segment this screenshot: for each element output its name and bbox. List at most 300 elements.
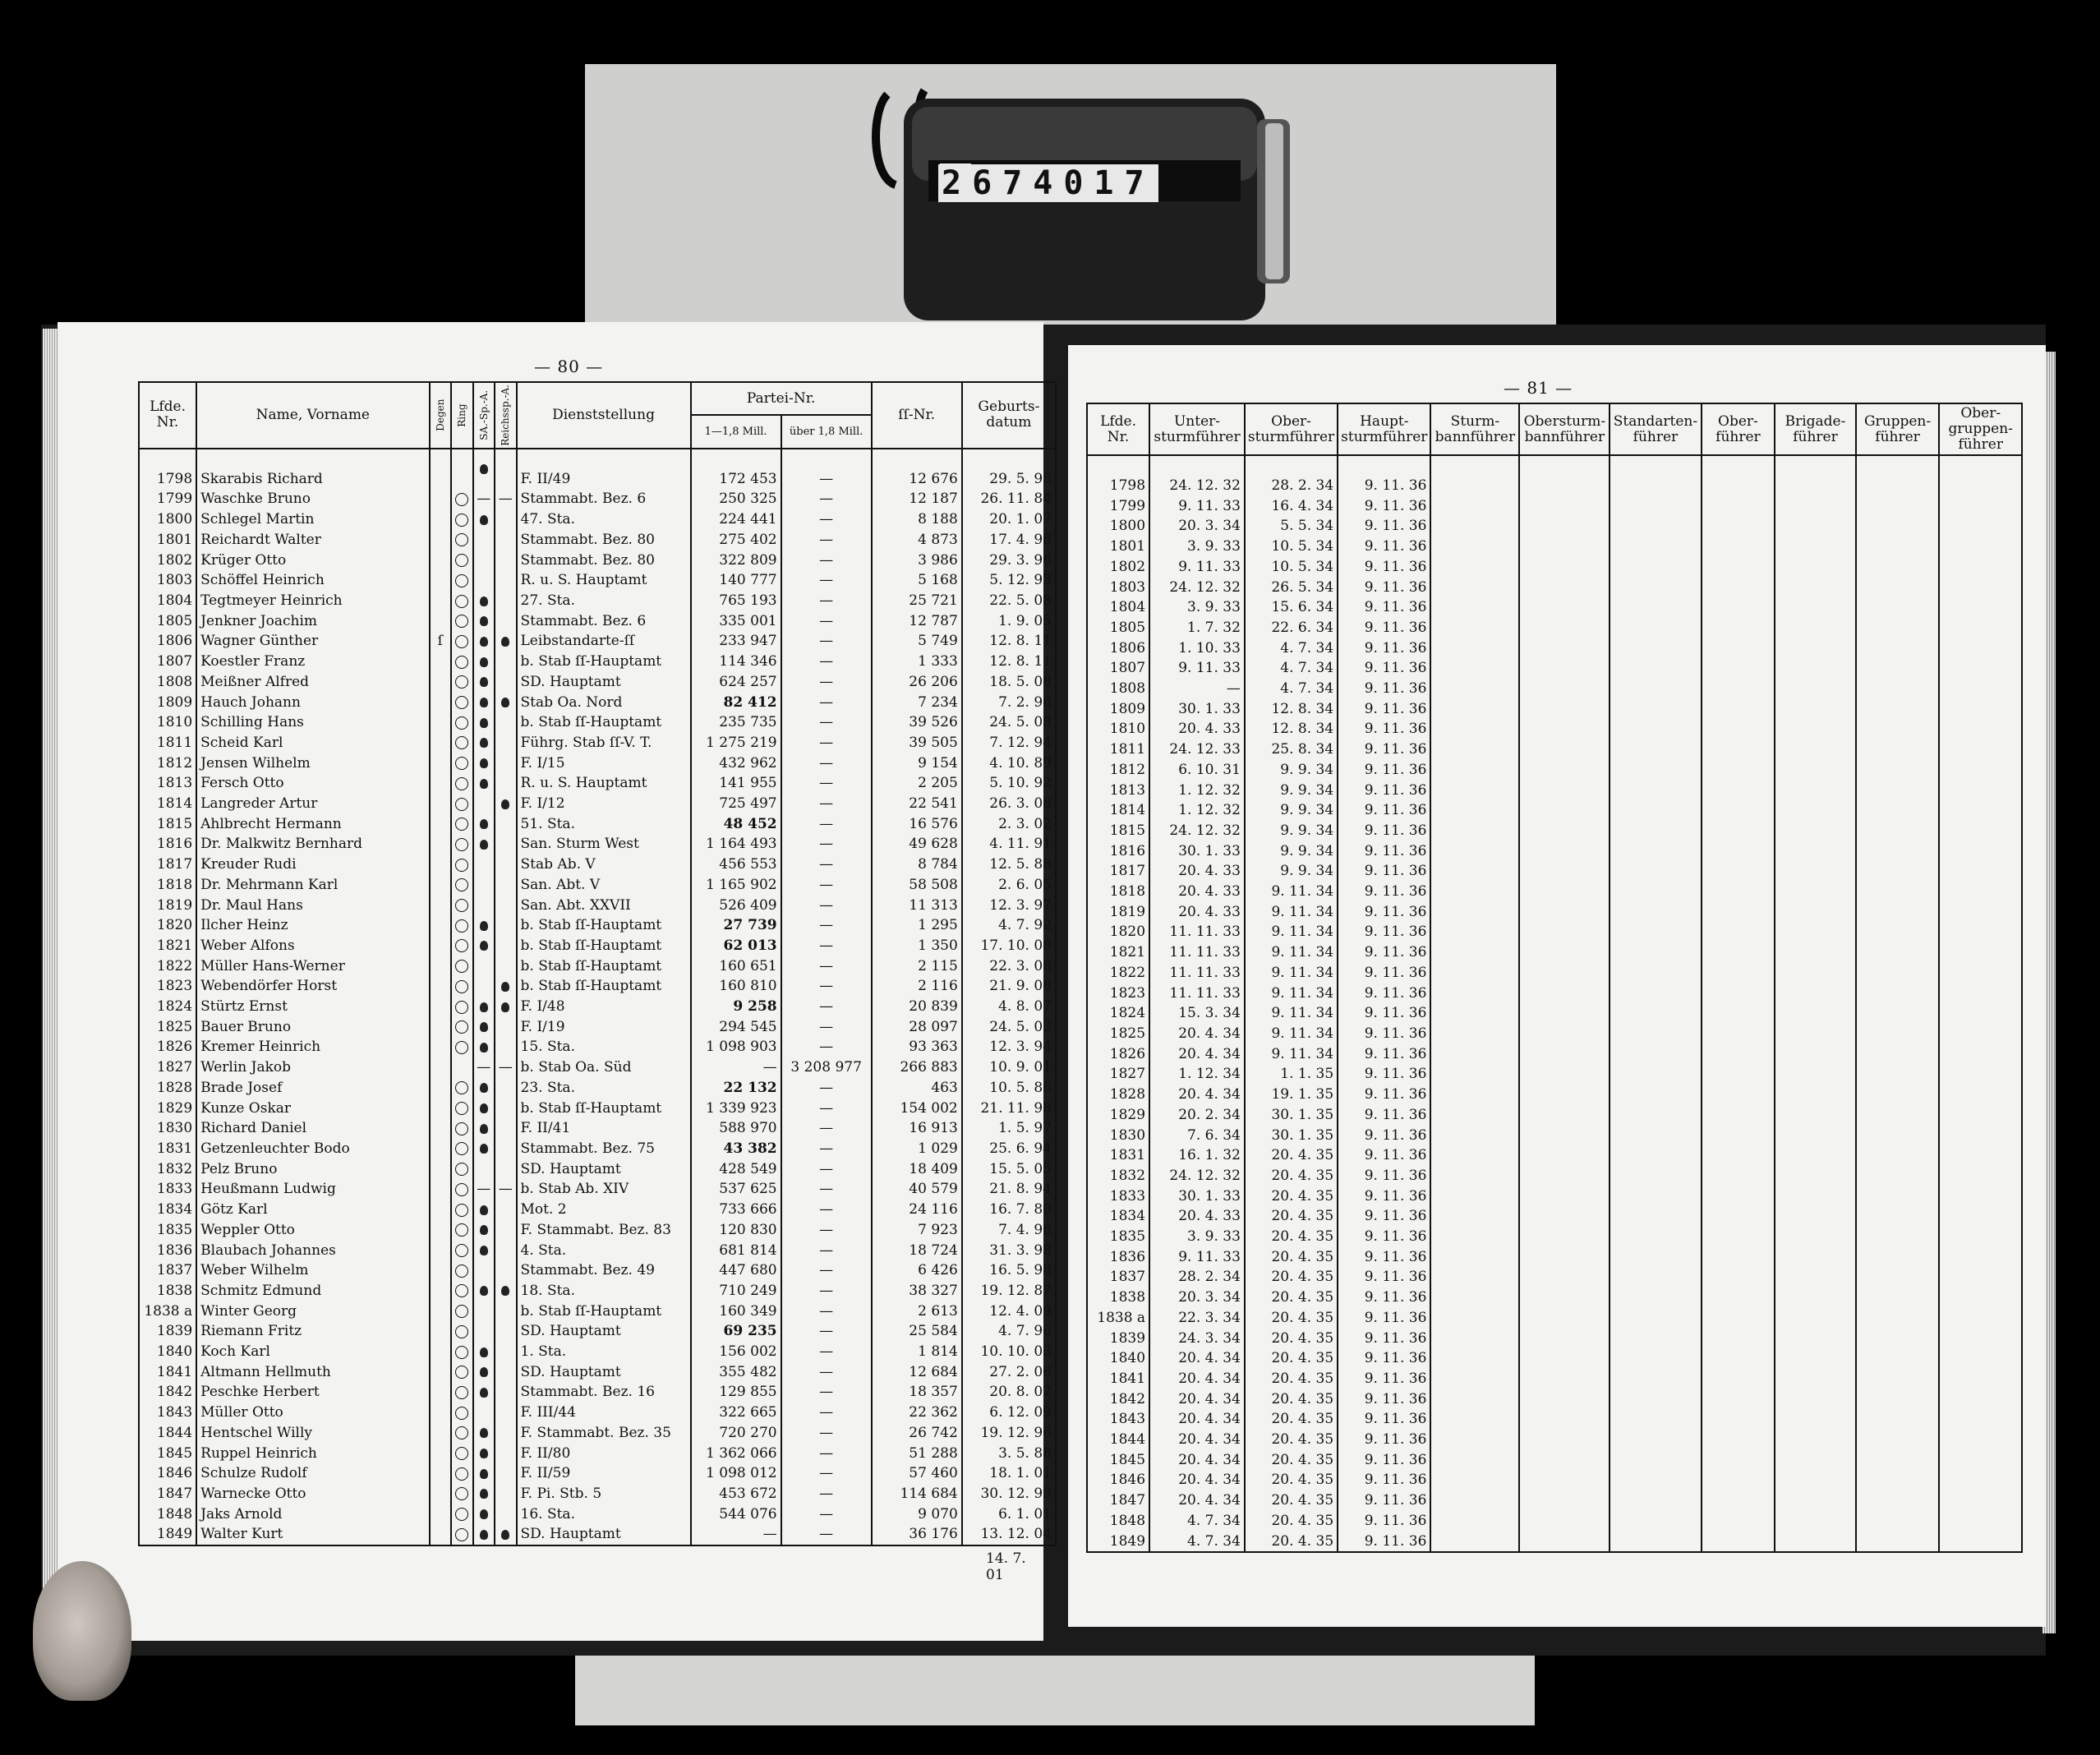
person-name: Altmann Hellmuth [196,1362,429,1383]
person-name: Schlegel Martin [196,509,429,530]
empty-rank-cell [1430,1126,1519,1146]
hauptsturmfuehrer-date: 9. 11. 36 [1338,1287,1430,1308]
empty-rank-cell [1702,1206,1775,1227]
ring-circle-icon [455,798,468,811]
person-name: Weber Alfons [196,936,429,956]
empty-rank-cell [1519,922,1610,942]
ring-mark [451,631,473,652]
hauptsturmfuehrer-date: 9. 11. 36 [1338,1145,1430,1166]
empty-rank-cell [1939,699,2022,720]
row-number: 1822 [1087,963,1149,983]
geburtsdatum: 16. 5. 98 [962,1260,1056,1281]
partei-nr-low: 114 346 [691,652,781,672]
untersturmfuehrer-date: 20. 4. 33 [1149,1206,1245,1227]
ring-mark [451,997,473,1017]
empty-rank-cell [1430,1389,1519,1410]
empty-rank-cell [1702,1247,1775,1268]
skull-emblem-icon [480,1509,488,1519]
empty-rank-cell [1430,597,1519,618]
table-row [1087,719,2022,739]
reichssp-a-mark [495,875,517,896]
empty-rank-cell [1430,1186,1519,1207]
geburtsdatum: 13. 12. 04 [962,1524,1056,1545]
empty-rank-cell [1519,800,1610,821]
partei-nr-high: — [781,489,872,509]
sa-sp-a-mark [473,976,495,997]
obersturmfuehrer-date: 20. 4. 35 [1245,1247,1338,1268]
untersturmfuehrer-date: 20. 4. 33 [1149,902,1245,923]
ring-circle-icon [455,696,468,709]
degen-mark [430,1099,452,1119]
empty-rank-cell [1856,1369,1940,1389]
empty-rank-cell [1702,1490,1775,1511]
hauptsturmfuehrer-date: 9. 11. 36 [1338,1247,1430,1268]
empty-rank-cell [1702,719,1775,739]
partei-nr-high: — [781,591,872,611]
ring-circle-icon [455,1508,468,1521]
table-row [139,1241,1056,1261]
hauptsturmfuehrer-date: 9. 11. 36 [1338,1064,1430,1085]
sa-sp-a-mark [473,550,495,571]
degen-mark [430,1524,452,1545]
sa-sp-a-mark [473,570,495,591]
empty-rank-cell [1610,781,1701,801]
person-name: Heußmann Ludwig [196,1179,429,1200]
empty-rank-cell [1430,882,1519,902]
degen-mark [430,1078,452,1099]
sa-sp-a-mark [473,1301,495,1322]
row-number: 1843 [139,1403,196,1423]
person-name: Wagner Günther [196,631,429,652]
skull-emblem-icon [480,819,488,829]
empty-rank-cell [1702,1532,1775,1553]
ring-circle-icon [455,736,468,749]
table-row [1087,1369,2022,1389]
table-row [1087,739,2022,760]
page-number-left: — 80 — [534,357,604,376]
sa-sp-a-mark [473,1281,495,1301]
ring-mark [451,1139,473,1159]
empty-rank-cell [1610,942,1701,963]
empty-rank-cell [1856,719,1940,739]
dienststellung: F. I/19 [517,1017,691,1038]
table-row [139,1362,1056,1383]
row-number: 1819 [1087,902,1149,923]
skull-emblem-icon [480,1022,488,1032]
person-name: Jaks Arnold [196,1504,429,1525]
ss-nr: 2 205 [872,773,962,794]
person-name: Hentschel Willy [196,1423,429,1444]
table-row [1087,1064,2022,1085]
row-number: 1832 [1087,1166,1149,1186]
empty-rank-cell [1939,1044,2022,1065]
table-row [139,915,1056,936]
partei-nr-low: 428 549 [691,1159,781,1180]
empty-rank-cell [1856,658,1940,679]
ss-nr: 1 029 [872,1139,962,1159]
header-dienststellung: Dienststellung [517,382,691,449]
ring-mark [451,834,473,854]
untersturmfuehrer-date: 1. 12. 32 [1149,800,1245,821]
hauptsturmfuehrer-date: 9. 11. 36 [1338,942,1430,963]
obersturmfuehrer-date: 20. 4. 35 [1245,1490,1338,1511]
dienststellung: SD. Hauptamt [517,672,691,693]
partei-nr-low: 335 001 [691,611,781,632]
skull-emblem-icon [480,1347,488,1357]
table-row [139,1321,1056,1342]
empty-rank-cell [1939,557,2022,578]
hauptsturmfuehrer-date: 9. 11. 36 [1338,1532,1430,1553]
empty-rank-cell [1775,1003,1855,1024]
obersturmfuehrer-date: 9. 11. 34 [1245,983,1338,1004]
person-name: Koch Karl [196,1342,429,1362]
empty-rank-cell [1702,1126,1775,1146]
empty-rank-cell [1610,1267,1701,1287]
obersturmfuehrer-date: 20. 4. 35 [1245,1206,1338,1227]
sa-sp-a-mark [473,753,495,774]
reichssp-a-mark [495,611,517,632]
partei-nr-high: — [781,1078,872,1099]
empty-rank-cell [1519,1003,1610,1024]
degen-mark [430,1241,452,1261]
reichssp-a-mark [495,672,517,693]
untersturmfuehrer-date: 24. 12. 33 [1149,739,1245,760]
partei-nr-high: — [781,733,872,753]
untersturmfuehrer-date: 11. 11. 33 [1149,922,1245,942]
table-row [1087,1227,2022,1247]
ring-mark [451,712,473,733]
partei-nr-low: 765 193 [691,591,781,611]
empty-rank-cell [1856,496,1940,517]
hauptsturmfuehrer-date: 9. 11. 36 [1338,1227,1430,1247]
empty-rank-cell [1775,1166,1855,1186]
empty-rank-cell [1939,781,2022,801]
degen-mark [430,530,452,550]
partei-nr-high: — [781,1200,872,1220]
partei-nr-high: — [781,1382,872,1403]
row-number: 1808 [1087,679,1149,699]
empty-rank-cell [1519,578,1610,598]
ring-circle-icon [455,1081,468,1094]
empty-rank-cell [1610,679,1701,699]
skull-emblem-icon [480,921,488,931]
partei-nr-low: — [691,1057,781,1078]
partei-nr-high: — [781,1099,872,1119]
skull-emblem-icon [501,1530,509,1540]
ring-circle-icon [455,1284,468,1297]
ring-circle-icon [455,1264,468,1278]
reichssp-a-mark [495,550,517,571]
empty-rank-cell [1519,1044,1610,1065]
header-sa-sp-a: SA.-Sp.-A. [473,382,495,449]
empty-rank-cell [1939,882,2022,902]
skull-emblem-icon [480,515,488,525]
empty-rank-cell [1856,1470,1940,1490]
geburtsdatum: 4. 7. 96 [962,1321,1056,1342]
degen-mark [430,896,452,916]
empty-rank-cell [1775,516,1855,537]
geburtsdatum: 7. 4. 96 [962,1220,1056,1241]
empty-rank-cell [1430,537,1519,557]
empty-rank-cell [1775,1085,1855,1105]
ss-nr: 40 579 [872,1179,962,1200]
ring-mark [451,1403,473,1423]
ring-circle-icon [455,1102,468,1115]
empty-rank-cell [1775,1389,1855,1410]
reichssp-a-mark [495,773,517,794]
dienststellung: 27. Sta. [517,591,691,611]
dienststellung: Stammabt. Bez. 49 [517,1260,691,1281]
row-number: 1831 [139,1139,196,1159]
empty-rank-cell [1856,1430,1940,1450]
obersturmfuehrer-date: 10. 5. 34 [1245,537,1338,557]
table-row [1087,1490,2022,1511]
dienststellung: 23. Sta. [517,1078,691,1099]
person-name: Ruppel Heinrich [196,1444,429,1464]
ring-circle-icon [455,1204,468,1217]
table-row [1087,1329,2022,1349]
empty-rank-cell [1519,516,1610,537]
dienststellung: Stammabt. Bez. 80 [517,550,691,571]
partei-nr-low: 447 680 [691,1260,781,1281]
reichssp-a-mark [495,1301,517,1322]
ring-circle-icon [455,1325,468,1338]
hauptsturmfuehrer-date: 9. 11. 36 [1338,679,1430,699]
partei-nr-high: — [781,509,872,530]
left-page [58,322,1052,1641]
table-row [139,854,1056,875]
row-number: 1843 [1087,1409,1149,1430]
empty-rank-cell [1610,638,1701,659]
row-number: 1845 [1087,1450,1149,1471]
obersturmfuehrer-date: 9. 11. 34 [1245,1044,1338,1065]
partei-nr-low: 624 257 [691,672,781,693]
sa-sp-a-mark [473,1200,495,1220]
row-number: 1803 [1087,578,1149,598]
row-number: 1837 [1087,1267,1149,1287]
person-name: Peschke Herbert [196,1382,429,1403]
ring-mark [451,1362,473,1383]
empty-rank-cell [1702,1105,1775,1126]
geburtsdatum: 20. 8. 02 [962,1382,1056,1403]
table-row [139,1382,1056,1403]
row-number: 1809 [139,693,196,713]
ring-mark [451,1463,473,1484]
row-number: 1809 [1087,699,1149,720]
table-row [1087,496,2022,517]
empty-rank-cell [1856,1329,1940,1349]
empty-rank-cell [1702,578,1775,598]
header-degen: Degen [430,382,452,449]
empty-rank-cell [1775,1105,1855,1126]
sa-sp-a-mark [473,1444,495,1464]
person-name: Ahlbrecht Hermann [196,814,429,835]
table-row [139,652,1056,672]
ring-mark [451,1342,473,1362]
row-number: 1837 [139,1260,196,1281]
row-number: 1801 [1087,537,1149,557]
row-number: 1849 [139,1524,196,1545]
untersturmfuehrer-date: 20. 4. 34 [1149,1348,1245,1369]
ss-nr: 26 742 [872,1423,962,1444]
empty-rank-cell [1610,455,1701,496]
reichssp-a-mark [495,1321,517,1342]
row-number: 1804 [1087,597,1149,618]
person-name: Schmitz Edmund [196,1281,429,1301]
dienststellung: F. II/59 [517,1463,691,1484]
empty-rank-cell [1939,516,2022,537]
reichssp-a-mark [495,1118,517,1139]
empty-rank-cell [1610,1126,1701,1146]
sa-sp-a-mark [473,1403,495,1423]
reichssp-a-mark [495,794,517,814]
empty-rank-cell [1430,1085,1519,1105]
ring-mark [451,915,473,936]
empty-rank-cell [1775,1044,1855,1065]
table-row [1087,1126,2022,1146]
empty-rank-cell [1702,1470,1775,1490]
empty-rank-cell [1856,922,1940,942]
reichssp-a-mark [495,652,517,672]
hauptsturmfuehrer-date: 9. 11. 36 [1338,618,1430,638]
ring-circle-icon [455,1183,468,1196]
obersturmfuehrer-date: 9. 9. 34 [1245,861,1338,882]
empty-rank-cell [1519,1369,1610,1389]
empty-rank-cell [1702,1003,1775,1024]
empty-rank-cell [1610,1044,1701,1065]
untersturmfuehrer-date: 3. 9. 33 [1149,597,1245,618]
ss-nr: 463 [872,1078,962,1099]
empty-rank-cell [1856,1490,1940,1511]
skull-emblem-icon [480,1103,488,1113]
untersturmfuehrer-date: 24. 12. 32 [1149,455,1245,496]
table-row [1087,1450,2022,1471]
ring-mark [451,854,473,875]
partei-nr-high: — [781,1524,872,1545]
header-geburtsdatum: Geburts-datum [962,382,1056,449]
ss-nr: 28 097 [872,1017,962,1038]
ring-mark [451,1099,473,1119]
reichssp-a-mark [495,1139,517,1159]
ss-nr: 1 350 [872,936,962,956]
degen-mark [430,794,452,814]
hauptsturmfuehrer-date: 9. 11. 36 [1338,658,1430,679]
table-row [139,449,1056,490]
empty-rank-cell [1430,942,1519,963]
row-number: 1839 [139,1321,196,1342]
degen-mark [430,1342,452,1362]
empty-rank-cell [1856,1186,1940,1207]
ss-nr: 51 288 [872,1444,962,1464]
ring-circle-icon [455,1346,468,1359]
obersturmfuehrer-date: 19. 1. 35 [1245,1085,1338,1105]
person-name: Bauer Bruno [196,1017,429,1038]
geburtsdatum: 4. 7. 92 [962,915,1056,936]
degen-mark [430,976,452,997]
ring-circle-icon [455,574,468,587]
empty-rank-cell [1939,496,2022,517]
degen-mark [430,1118,452,1139]
obersturmfuehrer-date: 1. 1. 35 [1245,1064,1338,1085]
person-name: Müller Otto [196,1403,429,1423]
row-number: 1833 [139,1179,196,1200]
empty-rank-cell [1856,861,1940,882]
empty-rank-cell [1519,861,1610,882]
empty-rank-cell [1775,578,1855,598]
obersturmfuehrer-date: 9. 9. 34 [1245,760,1338,781]
table-row [1087,1024,2022,1044]
untersturmfuehrer-date: 1. 7. 32 [1149,618,1245,638]
partei-nr-low: 322 809 [691,550,781,571]
empty-rank-cell [1775,537,1855,557]
reichssp-a-mark [495,1037,517,1057]
header-partei-high: über 1,8 Mill. [781,415,872,448]
partei-nr-low: 453 672 [691,1484,781,1504]
row-number: 1805 [1087,618,1149,638]
empty-rank-cell [1519,1329,1610,1349]
ss-nr: 39 526 [872,712,962,733]
degen-mark [430,570,452,591]
table-row [1087,1287,2022,1308]
partei-nr-low: 120 830 [691,1220,781,1241]
empty-rank-cell [1430,1409,1519,1430]
table-row [1087,455,2022,496]
partei-nr-low: 27 739 [691,915,781,936]
partei-nr-high: — [781,570,872,591]
hauptsturmfuehrer-date: 9. 11. 36 [1338,516,1430,537]
hauptsturmfuehrer-date: 9. 11. 36 [1338,963,1430,983]
register-rows-right [1087,455,2022,1552]
row-number: 1823 [139,976,196,997]
ss-nr: 36 176 [872,1524,962,1545]
empty-rank-cell [1430,1308,1519,1329]
header-rank-7: Ober-führer [1702,403,1775,455]
skull-emblem-icon [480,657,488,667]
dienststellung: San. Abt. XXVII [517,896,691,916]
empty-rank-cell [1519,882,1610,902]
ss-nr: 25 584 [872,1321,962,1342]
degen-mark [430,1139,452,1159]
degen-mark [430,652,452,672]
sa-sp-a-mark [473,1342,495,1362]
empty-rank-cell [1702,902,1775,923]
person-name: Langreder Artur [196,794,429,814]
table-row [139,1139,1056,1159]
hauptsturmfuehrer-date: 9. 11. 36 [1338,638,1430,659]
partei-nr-high: — [781,1179,872,1200]
sa-sp-a-mark [473,1017,495,1038]
empty-rank-cell [1856,1308,1940,1329]
row-number: 1799 [1087,496,1149,517]
empty-rank-cell [1939,1267,2022,1287]
ss-nr: 6 426 [872,1260,962,1281]
row-number: 1799 [139,489,196,509]
empty-rank-cell [1702,1085,1775,1105]
obersturmfuehrer-date: 20. 4. 35 [1245,1470,1338,1490]
untersturmfuehrer-date: 4. 7. 34 [1149,1511,1245,1532]
ring-circle-icon [455,1426,468,1439]
row-number: 1822 [139,956,196,977]
table-row [139,1301,1056,1322]
sa-sp-a-mark [473,956,495,977]
degen-mark [430,834,452,854]
reichssp-a-mark [495,1504,517,1525]
ring-mark [451,1017,473,1038]
empty-rank-cell [1702,882,1775,902]
empty-rank-cell [1610,1470,1701,1490]
table-row [139,956,1056,977]
row-number: 1820 [139,915,196,936]
